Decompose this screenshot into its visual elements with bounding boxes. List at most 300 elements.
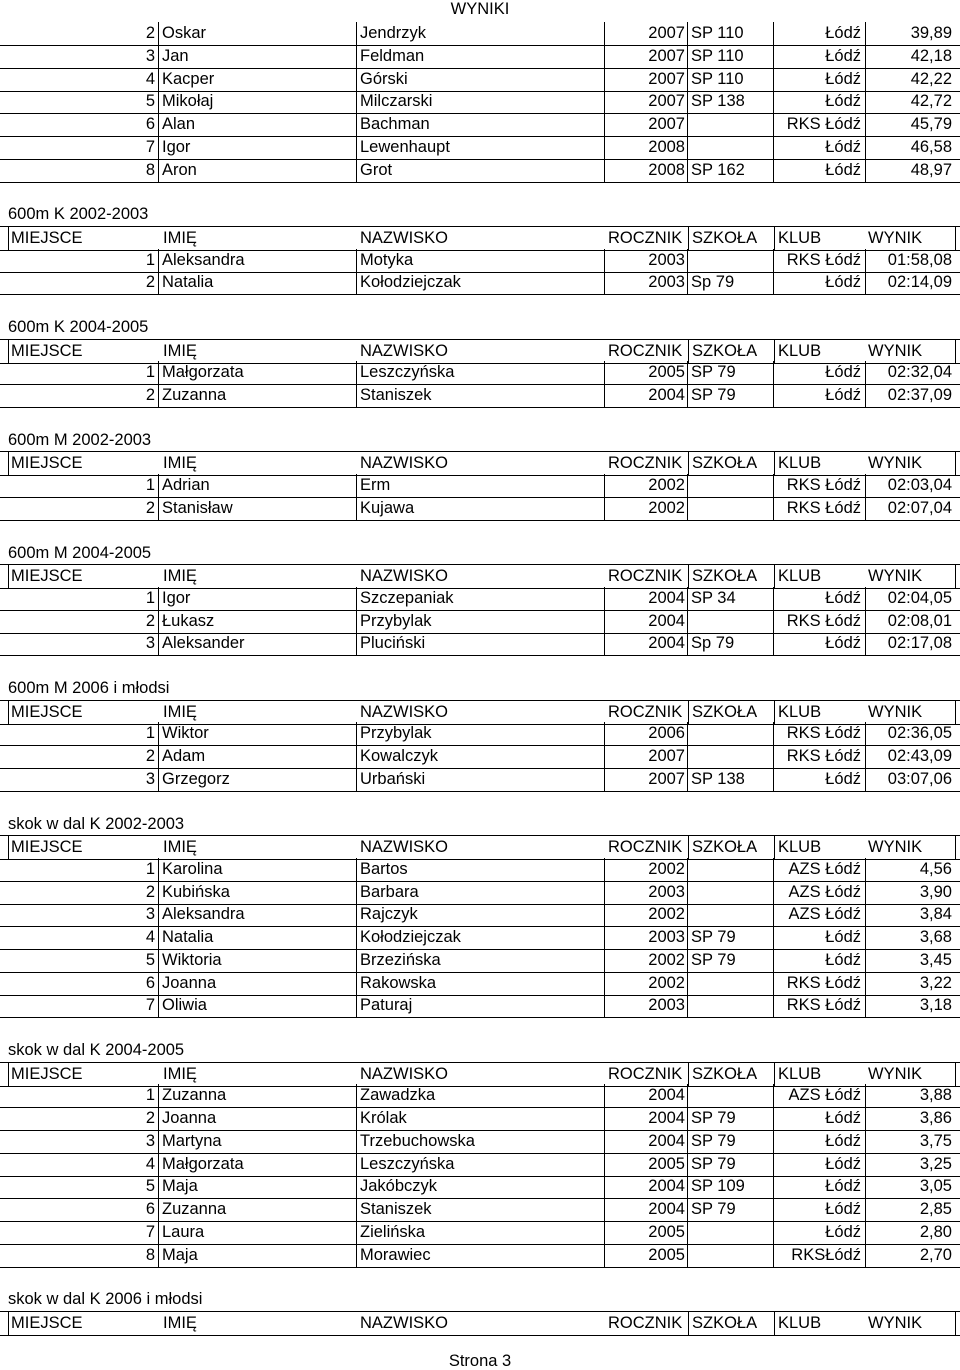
last-name-cell: Staniszek (357, 1198, 605, 1221)
school-cell (688, 474, 774, 497)
result-cell: 3,68 (919, 928, 952, 946)
result-cell: 3,05 (919, 1177, 952, 1196)
header-last: NAZWISKO (360, 454, 449, 473)
place-cell: 5 (145, 92, 155, 111)
last-name-cell: Urbański (357, 768, 605, 791)
first-name-cell: Oliwia (158, 994, 357, 1017)
school-cell (688, 497, 774, 520)
header-last: NAZWISKO (360, 702, 449, 721)
table-row (0, 858, 960, 882)
birth-year-cell: 2004 (605, 1130, 688, 1153)
table-header-row (0, 1062, 960, 1087)
first-name-cell: Igor (158, 136, 357, 159)
header-place: MIEJSCE (8, 227, 158, 250)
first-name-cell: Karolina (158, 858, 357, 881)
header-club: KLUB (774, 836, 866, 859)
last-name-cell: Bachman (357, 113, 605, 136)
place-cell: 4 (145, 69, 155, 88)
header-club: KLUB (774, 227, 866, 250)
birth-year-cell: 2007 (605, 22, 688, 45)
club-cell: Łódź (774, 22, 866, 45)
birth-year-cell: 2008 (605, 136, 688, 159)
school-cell (688, 1221, 774, 1244)
header-school: SZKOŁA (688, 1312, 774, 1335)
club-cell: RKS Łódź (774, 249, 866, 272)
place-cell: 1 (145, 859, 155, 878)
table-row (0, 1198, 960, 1222)
table-row (0, 1130, 960, 1154)
header-result: WYNIK (866, 452, 956, 475)
place-cell: 3 (145, 769, 155, 788)
club-cell: RKS Łódź (774, 474, 866, 497)
club-cell: AZS Łódź (774, 858, 866, 881)
last-name-cell: Erm (357, 474, 605, 497)
place-cell: 3 (145, 634, 155, 653)
first-name-cell: Kacper (158, 68, 357, 91)
table-header-row (0, 564, 960, 589)
header-place: MIEJSCE (8, 452, 158, 475)
first-name-cell: Joanna (158, 1107, 357, 1130)
birth-year-cell: 2007 (605, 745, 688, 768)
birth-year-cell: 2004 (605, 1084, 688, 1107)
birth-year-cell: 2004 (605, 384, 688, 407)
birth-year-cell: 2004 (605, 632, 688, 655)
table-row (0, 90, 960, 114)
first-name-cell: Zuzanna (158, 1084, 357, 1107)
club-cell: Łódź (774, 1130, 866, 1153)
last-name-cell: Staniszek (357, 384, 605, 407)
place-cell: 6 (145, 973, 155, 992)
club-cell: Łódź (774, 926, 866, 949)
table-row (0, 1153, 960, 1177)
first-name-cell: Maja (158, 1175, 357, 1198)
school-cell (688, 994, 774, 1017)
last-name-cell: Zielińska (357, 1221, 605, 1244)
school-cell: SP 79 (688, 1107, 774, 1130)
table-row (0, 903, 960, 927)
first-name-cell: Adrian (158, 474, 357, 497)
last-name-cell: Feldman (357, 45, 605, 68)
section-title: skok w dal K 2002-2003 (8, 814, 185, 833)
section-title: 600m M 2002-2003 (8, 430, 152, 449)
header-place: MIEJSCE (8, 565, 158, 588)
place-cell: 1 (145, 1086, 155, 1105)
table-row (0, 926, 960, 950)
birth-year-cell: 2002 (605, 497, 688, 520)
result-cell: 39,89 (910, 24, 952, 42)
result-cell: 03:07,06 (887, 769, 952, 788)
table-row (0, 610, 960, 634)
header-last: NAZWISKO (360, 838, 449, 856)
table-row (0, 45, 960, 69)
birth-year-cell: 2002 (605, 858, 688, 881)
result-cell: 3,25 (919, 1154, 952, 1173)
last-name-cell: Leszczyńska (357, 1153, 605, 1176)
table-row (0, 632, 960, 656)
school-cell (688, 722, 774, 745)
header-first: IMIĘ (163, 1313, 197, 1332)
table-row (0, 361, 960, 385)
table-row (0, 136, 960, 160)
school-cell (688, 249, 774, 272)
first-name-cell: Joanna (158, 972, 357, 995)
school-cell: SP 79 (688, 1153, 774, 1176)
place-cell: 8 (145, 160, 155, 179)
result-cell: 3,75 (919, 1131, 952, 1150)
place-cell: 2 (145, 747, 155, 765)
header-result: WYNIK (866, 1312, 956, 1335)
last-name-cell: Kołodziejczak (357, 271, 605, 294)
result-cell: 3,84 (919, 905, 952, 924)
table-row (0, 1175, 960, 1199)
school-cell: SP 138 (688, 90, 774, 113)
header-place: MIEJSCE (8, 701, 158, 724)
result-cell: 2,80 (919, 1222, 952, 1241)
school-cell: SP 79 (688, 1130, 774, 1153)
last-name-cell: Leszczyńska (357, 361, 605, 384)
table-row (0, 1084, 960, 1108)
table-row (0, 1107, 960, 1131)
first-name-cell: Aron (158, 159, 357, 182)
last-name-cell: Morawiec (357, 1244, 605, 1267)
first-name-cell: Natalia (158, 926, 357, 949)
header-year: ROCZNIK (608, 567, 683, 585)
table-row (0, 68, 960, 92)
birth-year-cell: 2005 (605, 1153, 688, 1176)
result-cell: 3,88 (919, 1086, 952, 1105)
header-school: SZKOŁA (688, 565, 774, 588)
header-year: ROCZNIK (608, 1064, 683, 1083)
first-name-cell: Łukasz (158, 610, 357, 633)
first-name-cell: Jan (158, 45, 357, 68)
result-cell: 02:32,04 (887, 363, 952, 382)
result-cell: 42,22 (910, 69, 952, 88)
last-name-cell: Przybylak (357, 610, 605, 633)
result-cell: 2,70 (919, 1245, 952, 1264)
school-cell: SP 34 (688, 587, 774, 610)
header-first: IMIĘ (163, 341, 197, 360)
school-cell: SP 110 (688, 22, 774, 45)
header-first: IMIĘ (163, 838, 197, 856)
birth-year-cell: 2007 (605, 90, 688, 113)
last-name-cell: Górski (357, 68, 605, 91)
first-name-cell: Zuzanna (158, 1198, 357, 1221)
first-name-cell: Grzegorz (158, 768, 357, 791)
header-year: ROCZNIK (608, 228, 683, 247)
header-club: KLUB (774, 701, 866, 724)
last-name-cell: Brzezińska (357, 949, 605, 972)
result-cell: 48,97 (910, 160, 952, 179)
school-cell: SP 79 (688, 384, 774, 407)
result-cell: 42,18 (910, 46, 952, 65)
last-name-cell: Paturaj (357, 994, 605, 1017)
last-name-cell: Lewenhaupt (357, 136, 605, 159)
school-cell (688, 1244, 774, 1267)
table-header-row (0, 1311, 960, 1336)
header-place: MIEJSCE (8, 1063, 158, 1086)
place-cell: 1 (145, 724, 155, 743)
section-title: skok w dal K 2006 i młodsi (8, 1290, 203, 1309)
result-cell: 02:36,05 (887, 724, 952, 743)
birth-year-cell: 2002 (605, 949, 688, 972)
header-club: KLUB (774, 565, 866, 588)
last-name-cell: Pluciński (357, 632, 605, 655)
birth-year-cell: 2008 (605, 159, 688, 182)
first-name-cell: Mikołaj (158, 90, 357, 113)
result-cell: 02:43,09 (887, 747, 952, 765)
school-cell (688, 903, 774, 926)
school-cell: Sp 79 (688, 271, 774, 294)
first-name-cell: Wiktoria (158, 949, 357, 972)
header-year: ROCZNIK (608, 454, 683, 473)
last-name-cell: Rajczyk (357, 903, 605, 926)
birth-year-cell: 2002 (605, 474, 688, 497)
club-cell: RKS Łódź (774, 972, 866, 995)
club-cell: Łódź (774, 90, 866, 113)
header-club: KLUB (774, 340, 866, 363)
table-header-row (0, 339, 960, 364)
table-row (0, 722, 960, 746)
header-club: KLUB (774, 1312, 866, 1335)
result-cell: 3,45 (919, 950, 952, 969)
club-cell: Łódź (774, 1221, 866, 1244)
school-cell: SP 79 (688, 361, 774, 384)
birth-year-cell: 2003 (605, 249, 688, 272)
last-name-cell: Motyka (357, 249, 605, 272)
last-name-cell: Kowalczyk (357, 745, 605, 768)
header-year: ROCZNIK (608, 702, 683, 721)
result-cell: 2,85 (919, 1200, 952, 1218)
result-cell: 01:58,08 (887, 250, 952, 269)
place-cell: 2 (145, 386, 155, 404)
page-footer: Strona 3 (448, 1352, 512, 1370)
header-result: WYNIK (866, 836, 956, 859)
table-row (0, 271, 960, 295)
header-last: NAZWISKO (360, 228, 449, 247)
school-cell (688, 858, 774, 881)
header-year: ROCZNIK (608, 341, 683, 360)
table-row (0, 881, 960, 905)
club-cell: Łódź (774, 68, 866, 91)
first-name-cell: Aleksandra (158, 249, 357, 272)
header-last: NAZWISKO (360, 341, 449, 360)
place-cell: 3 (145, 905, 155, 924)
club-cell: AZS Łódź (774, 881, 866, 904)
club-cell: Łódź (774, 361, 866, 384)
place-cell: 5 (145, 950, 155, 969)
birth-year-cell: 2003 (605, 926, 688, 949)
place-cell: 2 (145, 273, 155, 292)
birth-year-cell: 2004 (605, 610, 688, 633)
result-cell: 02:07,04 (887, 498, 952, 517)
table-row (0, 159, 960, 183)
last-name-cell: Jakóbczyk (357, 1175, 605, 1198)
header-result: WYNIK (866, 340, 956, 363)
result-cell: 42,72 (910, 92, 952, 111)
club-cell: RKS Łódź (774, 113, 866, 136)
birth-year-cell: 2002 (605, 903, 688, 926)
result-cell: 02:37,09 (887, 386, 952, 404)
header-last: NAZWISKO (360, 1064, 449, 1083)
result-cell: 02:17,08 (887, 634, 952, 653)
place-cell: 2 (145, 1109, 155, 1127)
result-cell: 3,86 (919, 1109, 952, 1127)
header-result: WYNIK (866, 227, 956, 250)
header-school: SZKOŁA (688, 452, 774, 475)
place-cell: 7 (145, 996, 155, 1015)
place-cell: 2 (145, 882, 155, 901)
school-cell: SP 109 (688, 1175, 774, 1198)
table-row (0, 474, 960, 498)
header-school: SZKOŁA (688, 1063, 774, 1086)
header-first: IMIĘ (163, 454, 197, 473)
club-cell: Łódź (774, 136, 866, 159)
club-cell: Łódź (774, 1198, 866, 1221)
header-result: WYNIK (866, 565, 956, 588)
result-cell: 45,79 (910, 115, 952, 133)
place-cell: 3 (145, 1131, 155, 1150)
last-name-cell: Barbara (357, 881, 605, 904)
club-cell: Łódź (774, 587, 866, 610)
header-result: WYNIK (866, 701, 956, 724)
first-name-cell: Małgorzata (158, 361, 357, 384)
table-row (0, 994, 960, 1018)
table-header-row (0, 700, 960, 725)
club-cell: RKSŁódź (774, 1244, 866, 1267)
section-title: 600m K 2004-2005 (8, 318, 149, 336)
birth-year-cell: 2005 (605, 1221, 688, 1244)
first-name-cell: Maja (158, 1244, 357, 1267)
club-cell: RKS Łódź (774, 994, 866, 1017)
place-cell: 4 (145, 928, 155, 946)
first-name-cell: Stanisław (158, 497, 357, 520)
place-cell: 4 (145, 1154, 155, 1173)
header-club: KLUB (774, 1063, 866, 1086)
header-year: ROCZNIK (608, 1313, 683, 1332)
club-cell: Łódź (774, 1107, 866, 1130)
school-cell: SP 110 (688, 68, 774, 91)
result-cell: 02:14,09 (887, 273, 952, 292)
header-first: IMIĘ (163, 702, 197, 721)
birth-year-cell: 2004 (605, 587, 688, 610)
header-place: MIEJSCE (8, 836, 158, 859)
club-cell: Łódź (774, 768, 866, 791)
place-cell: 1 (145, 363, 155, 382)
result-cell: 4,56 (919, 859, 952, 878)
birth-year-cell: 2007 (605, 768, 688, 791)
school-cell: SP 110 (688, 45, 774, 68)
header-last: NAZWISKO (360, 1313, 449, 1332)
section-title: 600m K 2002-2003 (8, 205, 149, 224)
first-name-cell: Martyna (158, 1130, 357, 1153)
table-row (0, 745, 960, 769)
result-cell: 46,58 (910, 137, 952, 156)
birth-year-cell: 2003 (605, 881, 688, 904)
place-cell: 2 (145, 24, 155, 42)
header-school: SZKOŁA (688, 340, 774, 363)
birth-year-cell: 2003 (605, 271, 688, 294)
first-name-cell: Oskar (158, 22, 357, 45)
club-cell: RKS Łódź (774, 722, 866, 745)
place-cell: 3 (145, 46, 155, 65)
club-cell: Łódź (774, 45, 866, 68)
birth-year-cell: 2005 (605, 1244, 688, 1267)
first-name-cell: Natalia (158, 271, 357, 294)
last-name-cell: Kołodziejczak (357, 926, 605, 949)
school-cell (688, 1084, 774, 1107)
last-name-cell: Jendrzyk (357, 22, 605, 45)
last-name-cell: Rakowska (357, 972, 605, 995)
birth-year-cell: 2007 (605, 45, 688, 68)
table-row (0, 113, 960, 137)
club-cell: RKS Łódź (774, 497, 866, 520)
table-row (0, 249, 960, 273)
place-cell: 6 (145, 115, 155, 133)
header-first: IMIĘ (163, 567, 197, 585)
last-name-cell: Szczepaniak (357, 587, 605, 610)
place-cell: 5 (145, 1177, 155, 1196)
last-name-cell: Kujawa (357, 497, 605, 520)
header-first: IMIĘ (163, 1064, 197, 1083)
result-cell: 02:08,01 (887, 611, 952, 630)
result-cell: 3,18 (919, 996, 952, 1015)
table-row (0, 1244, 960, 1268)
club-cell: Łódź (774, 1175, 866, 1198)
table-header-row (0, 835, 960, 860)
school-cell: Sp 79 (688, 632, 774, 655)
first-name-cell: Zuzanna (158, 384, 357, 407)
table-row (0, 22, 960, 46)
birth-year-cell: 2004 (605, 1107, 688, 1130)
birth-year-cell: 2004 (605, 1198, 688, 1221)
last-name-cell: Grot (357, 159, 605, 182)
table-row (0, 384, 960, 408)
page-title: WYNIKI (450, 0, 510, 18)
school-cell: SP 79 (688, 926, 774, 949)
place-cell: 1 (145, 476, 155, 494)
school-cell (688, 610, 774, 633)
header-first: IMIĘ (163, 228, 197, 247)
result-cell: 3,22 (919, 973, 952, 992)
school-cell: SP 138 (688, 768, 774, 791)
club-cell: Łódź (774, 632, 866, 655)
table-row (0, 497, 960, 521)
table-row (0, 587, 960, 611)
place-cell: 1 (145, 250, 155, 269)
last-name-cell: Trzebuchowska (357, 1130, 605, 1153)
first-name-cell: Aleksander (158, 632, 357, 655)
last-name-cell: Milczarski (357, 90, 605, 113)
place-cell: 7 (145, 1222, 155, 1241)
birth-year-cell: 2004 (605, 1175, 688, 1198)
table-row (0, 768, 960, 792)
section-title: 600m M 2004-2005 (8, 543, 152, 562)
first-name-cell: Adam (158, 745, 357, 768)
club-cell: Łódź (774, 159, 866, 182)
place-cell: 6 (145, 1200, 155, 1218)
result-cell: 02:04,05 (887, 588, 952, 607)
club-cell: AZS Łódź (774, 1084, 866, 1107)
header-year: ROCZNIK (608, 838, 683, 856)
birth-year-cell: 2003 (605, 994, 688, 1017)
first-name-cell: Alan (158, 113, 357, 136)
last-name-cell: Przybylak (357, 722, 605, 745)
header-place: MIEJSCE (8, 1312, 158, 1335)
section-title: skok w dal K 2004-2005 (8, 1041, 185, 1059)
place-cell: 1 (145, 588, 155, 607)
place-cell: 7 (145, 137, 155, 156)
school-cell (688, 881, 774, 904)
